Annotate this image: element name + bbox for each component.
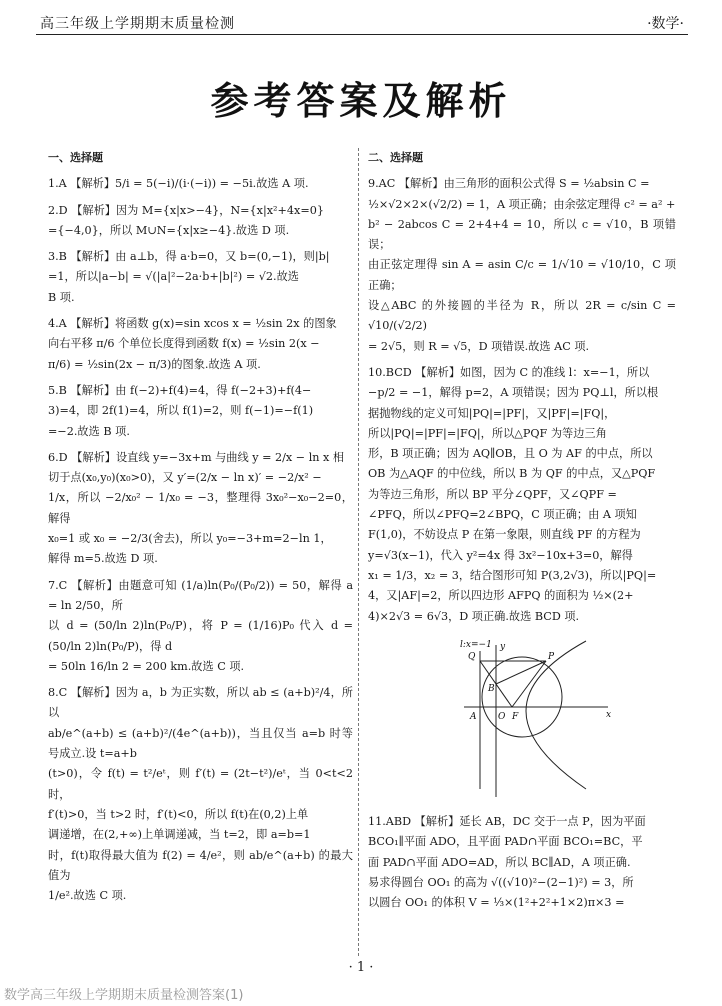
answer-line: 6.D 【解析】设直线 y=−3x+m 与曲线 y = 2/x − ln x 相 [48, 450, 345, 464]
answer-item [368, 812, 676, 913]
answer-line: π/6) = ½sin(2x − π/3)的图象.故选 A 项. [48, 357, 261, 371]
label-q: Q [468, 651, 476, 662]
answer-line: ab/e^(a+b) ≤ (a+b)²/(4e^(a+b))，当且仅当 a=b 时等号成立.设 t=a+b [48, 726, 353, 761]
section-heading: 二、选择题 [368, 151, 423, 164]
answer-line: 以 d = (50/ln 2)ln(P₀/P)，将 P = (1/16)P₀ 代入 d = (50/ln 2)ln(P₀/P)，得 d [48, 619, 353, 653]
circumcircle [482, 657, 562, 737]
answer-line: BCO₁∥平面 ADO，且平面 PAD∩平面 BCO₁=BC，平 [368, 835, 643, 849]
answer-line: 1/e².故选 C 项. [48, 889, 127, 903]
answer-line: =1，所以|a−b| = √(|a|²−2a·b+|b|²) = √2.故选 [48, 270, 299, 284]
answer-line: 设△ABC 的外接圆的半径为 R，所以 2R = c/sin C = √10/(√2/2) [368, 299, 676, 333]
section-heading: 一、选择题 [48, 151, 103, 164]
answer-line: OB 为△AQF 的中位线，所以 B 为 QF 的中点，又△PQF [368, 467, 656, 481]
answer-item [368, 174, 676, 357]
answer-item [48, 448, 353, 570]
answer-line: F(1,0)，不妨设点 P 在第一象限，则直线 PF 的方程为 [368, 528, 641, 542]
answer-line: = 50ln 16/ln 2 = 200 km.故选 C 项. [48, 659, 245, 673]
answer-line: 以圆台 OO₁ 的体积 V = ⅓×(1²+2²+1×2)π×3 = [368, 896, 625, 910]
answer-line: y=√3(x−1)，代入 y²=4x 得 3x²−10x+3=0，解得 [368, 548, 633, 562]
left-column [48, 148, 353, 912]
right-column [368, 148, 676, 920]
answer-line: 7.C 【解析】由题意可知 (1/a)ln(P₀/(P₀/2)) = 50，解得 a = ln 2/50，所 [48, 578, 353, 612]
answer-line: 据抛物线的定义可知|PQ|=|PF|，又|PF|=|FQ|， [368, 406, 616, 420]
answer-line: (t>0)，令 f(t) = t²/eᵗ，则 f′(t) = (2t−t²)/eᵗ，当 0<t<2 时， [48, 767, 353, 801]
label-y: y [500, 641, 506, 652]
answer-line: 3.B 【解析】由 a⊥b，得 a·b=0，又 b=(0,−1)，则|b| [48, 250, 330, 264]
answer-line: 8.C 【解析】因为 a，b 为正实数，所以 ab ≤ (a+b)²/4，所以 [48, 686, 353, 720]
answer-line: 11.ABD 【解析】延长 AB，DC 交于一点 P，因为平面 [368, 815, 646, 829]
answer-line: 4.A 【解析】将函数 g(x)=sin xcos x = ½sin 2x 的图象 [48, 317, 337, 331]
answer-item [48, 247, 353, 308]
answer-line: 所以|PQ|=|PF|=|FQ|，所以△PQF 为等边三角 [368, 426, 607, 440]
label-p: P [548, 651, 555, 662]
answer-line: 1.A 【解析】5/i = 5(−i)/(i·(−i)) = −5i.故选 A 项. [48, 177, 309, 191]
label-b: B [488, 683, 495, 694]
answer-line: 向右平移 π/6 个单位长度得到函数 f(x) = ½sin 2(x − [48, 337, 320, 351]
answer-line: 时，f(t)取得最大值为 f(2) = 4/e²，则 ab/e^(a+b) 的最大值为 [48, 848, 353, 882]
answer-line: ½×√2×2×(√2/2) = 1，A 项正确；由余弦定理得 c² = a² + [368, 197, 676, 211]
answer-line: 由正弦定理得 sin A = asin C/c = 1/√10 = √10/10，C 项正确； [368, 258, 676, 292]
answer-item [48, 201, 353, 242]
answer-item [368, 363, 676, 627]
answer-line: f′(t)>0，当 t>2 时，f′(t)<0，所以 f(t)在(0,2)上单 [48, 807, 309, 821]
answer-line: = 2√5，则 R = √5，D 项错误.故选 AC 项. [368, 339, 590, 353]
answer-line: 9.AC 【解析】由三角形的面积公式得 S = ½absin C = [368, 177, 650, 191]
label-x: x [606, 709, 612, 720]
page-title: 参考答案及解析 [210, 79, 512, 123]
label-o: O [498, 711, 506, 722]
answer-line: x₁ = 1/3，x₂ = 3，结合图形可知 P(3,2√3)，所以|PQ|= [368, 568, 657, 582]
answer-line: 10.BCD 【解析】如图，因为 C 的准线 l：x=−1，所以 [368, 365, 650, 379]
answer-line: b² − 2abcos C = 2+4+4 = 10，所以 c = √10，B 项错误； [368, 217, 676, 252]
exam-name: 高三年级上学期期末质量检测 [40, 16, 235, 32]
answer-item [48, 381, 353, 442]
answer-item [48, 683, 353, 906]
page-number: · 1 · [348, 960, 374, 975]
answer-line: 5.B 【解析】由 f(−2)+f(4)=4，得 f(−2+3)+f(4− [48, 383, 312, 397]
segment-bp [496, 661, 546, 684]
answer-line: ={−4,0}，所以 M∪N={x|x≥−4}.故选 D 项. [48, 223, 290, 237]
segment-pf [512, 661, 546, 707]
parabola-figure [456, 639, 616, 799]
answer-item [48, 314, 353, 375]
answer-line: 形，B 项正确；因为 AQ∥OB，且 O 为 AF 的中点，所以 [368, 447, 653, 461]
answer-line: 易求得圆台 OO₁ 的高为 √((√10)²−(2−1)²) = 3，所 [368, 876, 634, 890]
answer-line: 调递增，在(2,+∞)上单调递减，当 t=2，即 a=b=1 [48, 828, 311, 842]
answer-line: 3)=4，即 2f(1)=4，所以 f(1)=2，则 f(−1)=−f(1) [48, 404, 314, 418]
answer-line: ∠PFQ，所以∠PFQ=2∠BPQ，C 项正确；由 A 项知 [368, 508, 637, 522]
answer-line: 4)×2√3 = 6√3，D 项正确.故选 BCD 项. [368, 609, 580, 623]
answer-line: 面 PAD∩平面 ADO=AD，所以 BC∥AD，A 项正确. [368, 855, 631, 869]
subject-label: ·数学· [647, 16, 684, 32]
answer-line: 2.D 【解析】因为 M={x|x>−4}，N={x|x²+4x=0} [48, 203, 324, 217]
answer-line: B 项. [48, 290, 75, 304]
answer-line: 解得 m=5.故选 D 项. [48, 552, 158, 566]
answer-line: =−2.故选 B 项. [48, 424, 130, 438]
column-divider [358, 148, 359, 956]
label-f: F [512, 711, 519, 722]
label-a: A [470, 711, 477, 722]
answer-line: 切于点(x₀,y₀)(x₀>0)，又 y′=(2/x − ln x)′ = −2/x² − [48, 471, 322, 485]
page-header [36, 10, 688, 35]
answer-line: −p/2 = −1，解得 p=2，A 项错误；因为 PQ⊥l，所以根 [368, 386, 659, 400]
parabola-curve [526, 641, 586, 789]
footer-watermark: 数学高三年级上学期期末质量检测答案(1) [4, 988, 244, 1003]
answer-line: 为等边三角形，所以 BP 平分∠QPF，又∠QPF = [368, 487, 617, 501]
answer-line: x₀=1 或 x₀ = −2/3(舍去)，所以 y₀=−3+m=2−ln 1， [48, 532, 332, 546]
label-l: l:x=−1 [460, 639, 492, 650]
answer-item [48, 174, 353, 194]
answer-line: 4，又|AF|=2，所以四边形 AFPQ 的面积为 ½×(2+ [368, 589, 634, 603]
answer-line: 1/x，所以 −2/x₀² − 1/x₀ = −3，整理得 3x₀²−x₀−2=0，解得 [48, 491, 353, 525]
answer-item [48, 576, 353, 677]
